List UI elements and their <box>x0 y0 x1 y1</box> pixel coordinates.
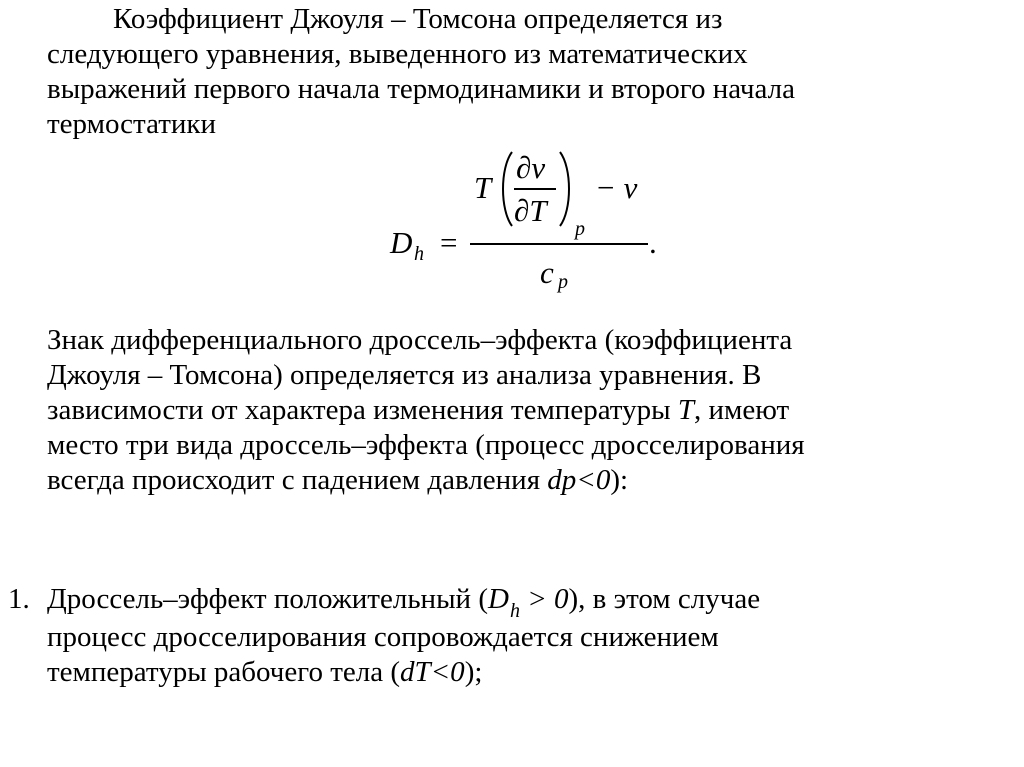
item1-line-3-text-b: ); <box>464 656 483 688</box>
item1-line-1-text-a: Дроссель–эффект положительный ( <box>47 583 488 615</box>
item1-line-1-d: D <box>487 583 509 615</box>
formula-left-paren <box>496 150 516 228</box>
sign-line-5 <box>47 463 805 498</box>
sign-line-5-expression: dp<0 <box>547 464 611 496</box>
item1-line-2: процесс дросселирования сопровождается снижением <box>47 621 719 653</box>
sign-line-1: Знак дифференциального дроссель–эффекта (коэффициента <box>47 324 793 356</box>
sign-line-5-text-b: ): <box>610 464 629 496</box>
formula-subscript-p: p <box>575 218 585 240</box>
formula-dot: . <box>649 225 657 260</box>
list-number-1: 1. <box>8 583 30 615</box>
intro-paragraph <box>47 2 795 142</box>
formula-partial-v: ∂v <box>516 150 546 185</box>
joule-thomson-formula <box>390 145 690 295</box>
sign-line-4: место три вида дроссель–эффекта (процесс дросселирования <box>47 429 805 461</box>
item1-line-3 <box>47 655 760 690</box>
intro-line-2: следующего уравнения, выведенного из математических <box>47 38 748 70</box>
formula-right-paren <box>556 150 576 228</box>
item1-line-1 <box>47 582 760 620</box>
sign-line-2: Джоуля – Томсона) определяется из анализа уравнения. В <box>47 359 762 391</box>
intro-line-3: выражений первого начала термодинамики и второго начала <box>47 73 795 105</box>
formula-inner-fraction-bar <box>514 188 556 190</box>
sign-line-3-temperature: T <box>677 394 694 426</box>
sign-line-3-text-a: зависимости от характера изменения температуры <box>47 394 678 426</box>
formula-minus-v: − v <box>595 170 638 205</box>
item1-line-1-subscript: h <box>509 600 520 622</box>
item1-line-3-text-a: температуры рабочего тела ( <box>47 656 400 688</box>
formula-numerator-t: T <box>474 170 492 205</box>
item1-line-3-expression: dT<0 <box>399 656 465 688</box>
formula-denominator-c: c <box>540 255 554 290</box>
intro-line-4: термостатики <box>47 108 217 140</box>
list-item-1 <box>47 582 760 690</box>
formula-denominator-subscript: p <box>558 271 568 293</box>
formula-lhs-d: D <box>390 225 413 260</box>
item1-line-1-text-b: ), в этом случае <box>568 583 761 615</box>
intro-line-1: Коэффициент Джоуля – Томсона определяется из <box>113 3 723 35</box>
sign-line-3-text-b: , имеют <box>693 394 790 426</box>
formula-partial-t: ∂T <box>514 193 547 228</box>
item1-line-1-condition: > 0 <box>519 583 569 615</box>
formula-equals: = <box>440 225 458 260</box>
sign-line-3 <box>47 393 805 428</box>
formula-main-fraction-bar <box>470 243 648 245</box>
sign-line-5-text-a: всегда происходит с падением давления <box>47 464 548 496</box>
formula-lhs-subscript: h <box>414 243 424 265</box>
sign-paragraph <box>47 323 805 498</box>
